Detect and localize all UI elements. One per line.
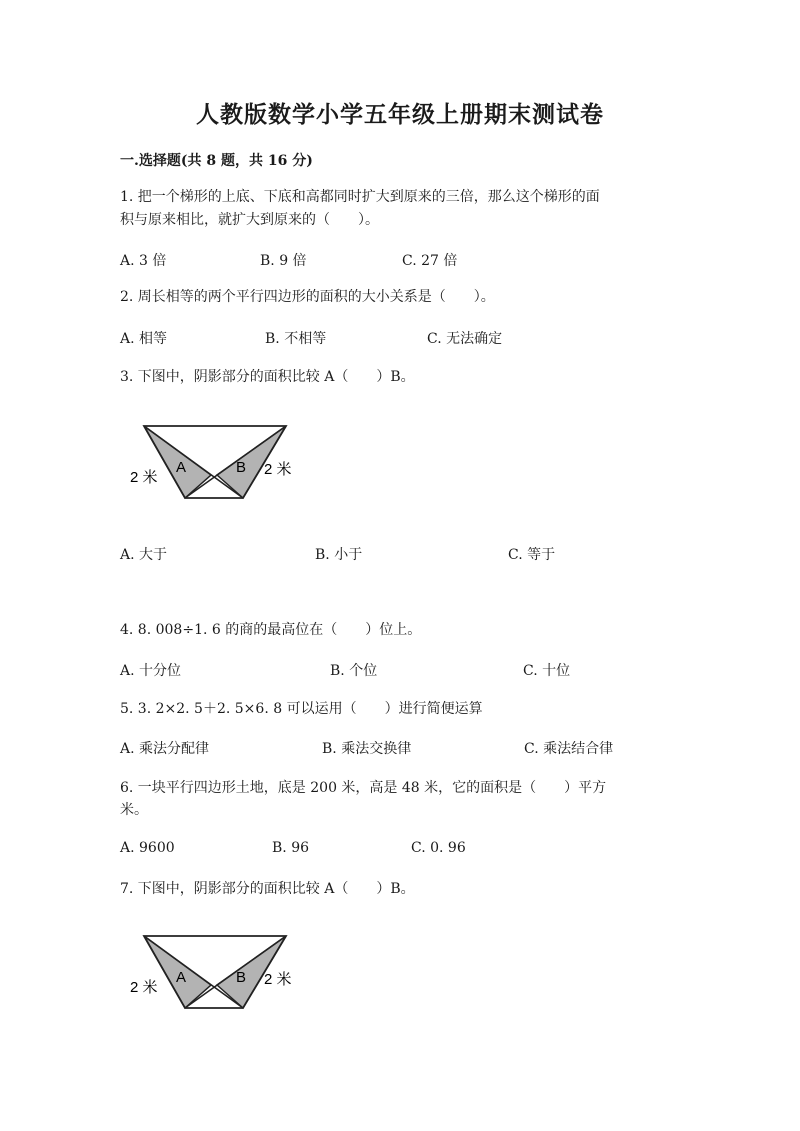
question-6-option-c: C. 0. 96 xyxy=(411,840,466,856)
question-3-option-a: A. 大于 xyxy=(120,547,168,563)
section-heading: 一.选择题(共 8 题，共 16 分) xyxy=(120,153,313,169)
question-3-option-c: C. 等于 xyxy=(508,547,556,563)
figure-label-b: B xyxy=(236,969,247,986)
question-6-stem-line-2: 米。 xyxy=(120,802,148,818)
question-6-stem-line-1: 6. 一块平行四边形土地，底是 200 米，高是 48 米，它的面积是（ ）平方 xyxy=(120,780,607,796)
question-4-option-b: B. 个位 xyxy=(330,663,378,679)
figure-label-a: A xyxy=(176,459,187,476)
question-3-stem: 3. 下图中，阴影部分的面积比较 A（ ）B。 xyxy=(120,369,415,385)
question-1-option-c: C. 27 倍 xyxy=(402,253,458,269)
figure-right-length: 2 米 xyxy=(264,971,292,988)
question-2-stem: 2. 周长相等的两个平行四边形的面积的大小关系是（ ）。 xyxy=(120,289,495,305)
figure-right-length: 2 米 xyxy=(264,461,292,478)
figure-left-length: 2 米 xyxy=(130,469,158,486)
question-3-figure xyxy=(128,420,308,502)
question-2-option-b: B. 不相等 xyxy=(265,331,327,347)
question-2-option-a: A. 相等 xyxy=(120,331,168,347)
question-7-stem: 7. 下图中，阴影部分的面积比较 A（ ）B。 xyxy=(120,881,415,897)
question-7-figure xyxy=(128,930,308,1012)
figure-left-length: 2 米 xyxy=(130,979,158,996)
question-5-stem: 5. 3. 2×2. 5＋2. 5×6. 8 可以运用（ ）进行简便运算 xyxy=(120,701,483,717)
question-1-option-b: B. 9 倍 xyxy=(260,253,307,269)
figure-label-a: A xyxy=(176,969,187,986)
question-4-stem: 4. 8. 008÷1. 6 的商的最高位在（ ）位上。 xyxy=(120,622,422,638)
question-1-option-a: A. 3 倍 xyxy=(120,253,167,269)
question-5-option-b: B. 乘法交换律 xyxy=(322,741,412,757)
figure-label-b: B xyxy=(236,459,247,476)
question-5-option-c: C. 乘法结合律 xyxy=(524,741,614,757)
question-3-option-b: B. 小于 xyxy=(315,547,363,563)
page-title: 人教版数学小学五年级上册期末测试卷 xyxy=(196,101,604,128)
question-2-option-c: C. 无法确定 xyxy=(427,331,503,347)
question-5-option-a: A. 乘法分配律 xyxy=(120,741,210,757)
question-6-option-a: A. 9600 xyxy=(120,840,175,856)
question-6-option-b: B. 96 xyxy=(272,840,310,856)
question-4-option-c: C. 十位 xyxy=(523,663,571,679)
question-4-option-a: A. 十分位 xyxy=(120,663,182,679)
question-1-stem-line-2: 积与原来相比，就扩大到原来的（ ）。 xyxy=(120,212,379,228)
question-1-stem-line-1: 1. 把一个梯形的上底、下底和高都同时扩大到原来的三倍，那么这个梯形的面 xyxy=(120,189,600,205)
